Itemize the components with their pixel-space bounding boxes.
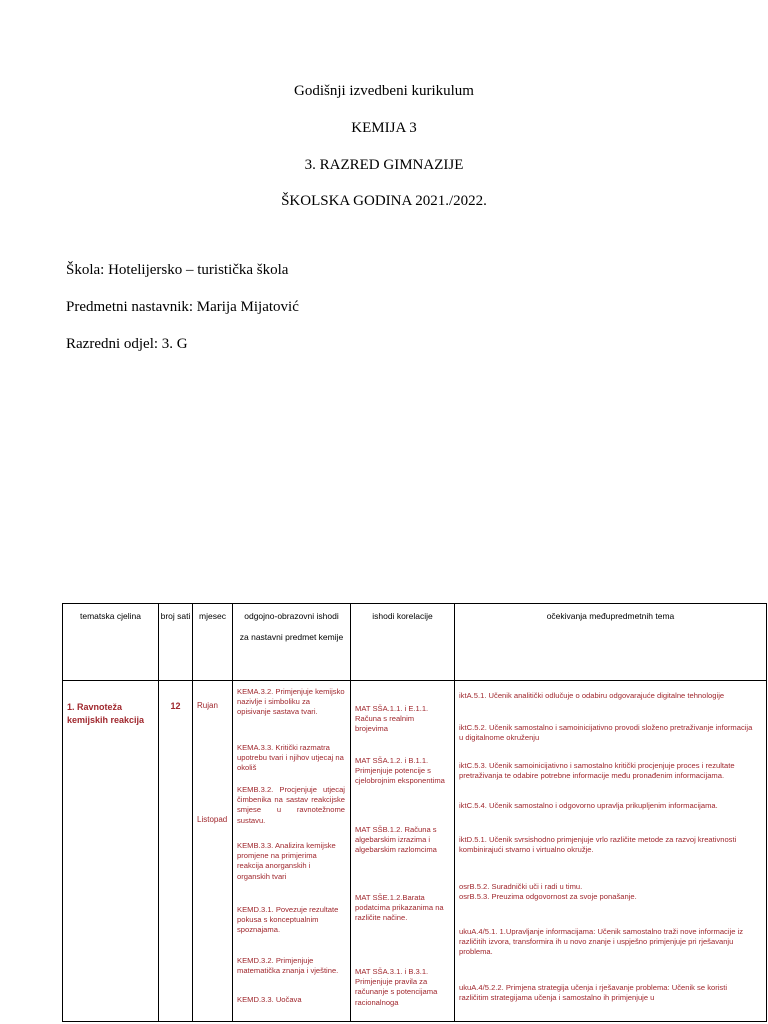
expectation-3: iktC.5.3. Učenik samoinicijativno i samostalno kritički procjenjuje proces i rezultate pretraživanja te odabire potrebne informacije među pronađenim informacijama. [459,761,735,781]
expectation-5: iktD.5.1. Učenik svrsishodno primjenjuje vrlo različite metode za razvoj kreativnosti kombinirajući stvarno i virtualno okružje. [459,835,737,855]
expectation-1: iktA.5.1. Učenik analitički odlučuje o odabiru odgovarajuće digitalne tehnologije [459,691,725,700]
outcome-5: KEMD.3.1. Povezuje rezultate pokusa s konceptualnim spoznajama. [237,905,339,935]
correlation-1: MAT SŠA.1.1. i E.1.1. Računa s realnim brojevima [355,704,429,734]
outcome-4: KEMB.3.3. Analizira kemijske promjene na primjerima reakcija anorganskih i organskih tvari [237,841,336,881]
outcome-6: KEMD.3.2. Primjenjuje matematička znanja i vještine. [237,956,339,976]
table-header-row [63,604,767,681]
grade-title: 3. RAZRED GIMNAZIJE [304,157,464,173]
expectation-2: iktC.5.2. Učenik samostalno i samoinicijativno provodi složeno pretraživanje informacija u digitalnome okruženju [459,723,753,743]
subject-title: KEMIJA 3 [351,120,417,136]
outcome-2: KEMA.3.3. Kritički razmatra upotrebu tvari i njihov utjecaj na okoliš [237,743,344,773]
hours-cell [159,681,193,1022]
outcome-7: KEMD.3.3. Uočava [237,995,302,1004]
topic-cell [63,681,159,1022]
expectation-7: osrB.5.3. Preuzima odgovornost za svoje ponašanje. [459,892,637,901]
school-name: Škola: Hotelijersko – turistička škola [66,262,289,278]
hours-value: 12 [170,701,181,711]
outcome-1: KEMA.3.2. Primjenjuje kemijsko nazivlje i simboliku za opisivanje sastava tvari. [237,687,345,717]
expectation-4: iktC.5.4. Učenik samostalno i odgovorno upravlja prikupljenim informacijama. [459,801,718,810]
month-2: Listopad [197,815,228,824]
header-outcomes-line2: za nastavni predmet kemije [239,632,344,642]
school-year-title: ŠKOLSKA GODINA 2021./2022. [281,193,487,209]
header-expectations: očekivanja međupredmetnih tema [455,604,767,681]
doc-title: Godišnji izvedbeni kurikulum [294,83,474,99]
outcome-3: KEMB.3.2. Procjenjuje utjecaj čimbenika na sastav reakcijske smjese u ravnotežnome sustavu. [237,785,345,825]
class-name: Razredni odjel: 3. G [66,336,188,352]
teacher-name: Predmetni nastavnik: Marija Mijatović [66,299,299,315]
outcomes-cell [233,681,351,1022]
table-row [63,681,767,1022]
header-topic: tematska cjelina [63,604,159,681]
header-outcomes [233,604,351,681]
header-hours: broj sati [159,604,193,681]
topic-text: 1. Ravnoteža kemijskih reakcija [67,702,145,725]
correlations-cell [351,681,455,1022]
month-cell [193,681,233,1022]
correlation-5: MAT SŠA.3.1. i B.3.1. Primjenjuje pravila za računanje s potencijama racionalnoga [355,967,438,1007]
correlation-2: MAT SŠA.1.2. i B.1.1. Primjenjuje potencije s cjelobrojnim eksponentima [355,756,445,786]
correlation-3: MAT SŠB.1.2. Računa s algebarskim izrazima i algebarskim razlomcima [355,825,437,855]
month-1: Rujan [197,701,218,710]
header-correlations: ishodi korelacije [351,604,455,681]
header-outcomes-line1: odgojno-obrazovni ishodi [244,611,339,621]
expectation-9: ukuA.4/5.2.2. Primjena strategija učenja i rješavanje problema: Učenik se koristi različitim strategijama učenja i samostalno ih primjenjuje u [459,983,728,1003]
header-month: mjesec [193,604,233,681]
expectations-cell [455,681,767,1022]
curriculum-table [62,603,767,1022]
expectation-8: ukuA.4/5.1. 1.Upravljanje informacijama: Učenik samostalno traži nove informacije iz različitih izvora, transformira ih u novo znanje i uspješno primjenjuje pri rješavanju problema. [459,927,744,957]
correlation-4: MAT SŠE.1.2.Barata podatcima prikazanima na različite načine. [355,893,444,923]
expectation-6: osrB.5.2. Suradnički uči i radi u timu. [459,882,583,891]
